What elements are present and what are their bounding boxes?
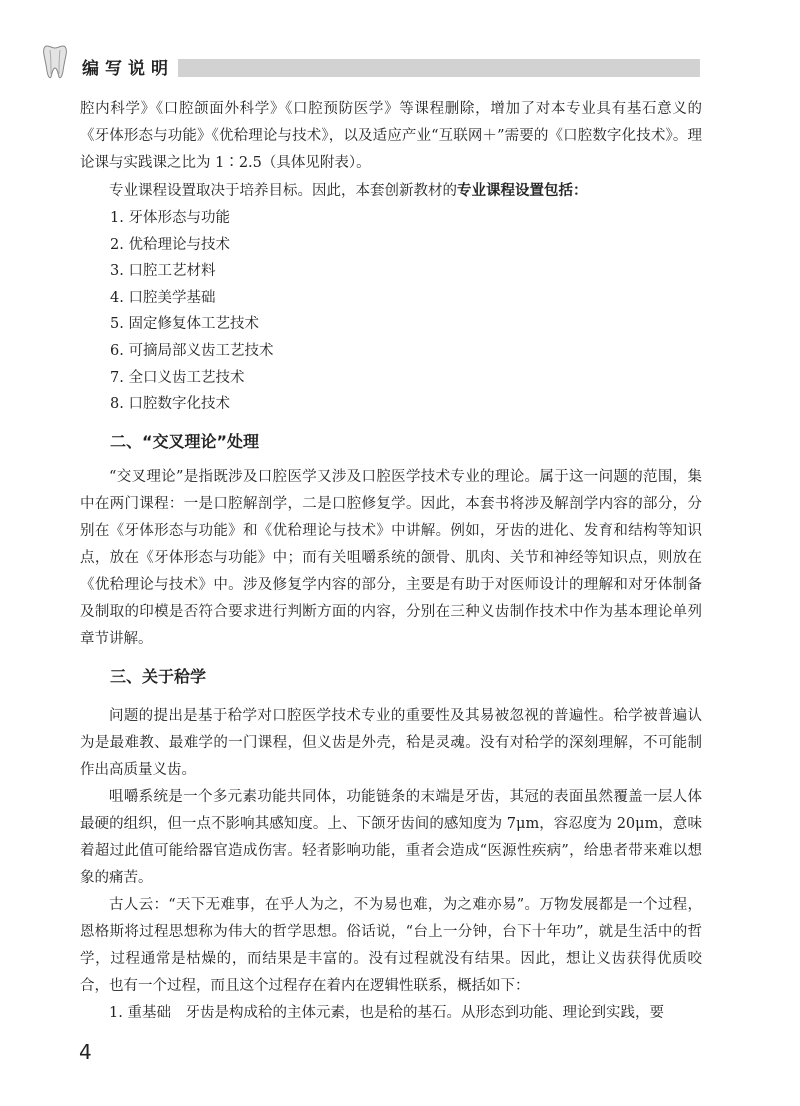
paragraph-course-intro [80,177,702,205]
page-number: 4 [79,1040,92,1064]
list-item: 5. 固定修复体工艺技术 [110,316,259,333]
list-item: 2. 优秴理论与技术 [110,236,230,253]
header-bar [178,59,700,77]
section-heading-cross-theory: 二、“交叉理论”处理 [110,431,260,451]
course-intro-text: 专业课程设置取决于培养目标。因此，本套创新教材的 [109,183,457,199]
list-item: 1. 牙体形态与功能 [110,210,230,226]
paragraph-cross-theory: “交叉理论”是指既涉及口腔医学又涉及口腔医学技术专业的理论。属于这一问题的范围，集中在两门课程：一是口腔解剖学，二是口腔修复学。因此，本套书将涉及解剖学内容的部分，分别在《牙体形态与功能》和《优秴理论与技术》中讲解。例如，牙齿的进化、发育和结构等知识点，放在《牙体形态与功能》中；而有关咀嚼系统的颌骨、肌肉、关节和神经等知识点，则放在《优秴理论与技术》中。涉及修复学内容的部分，主要是有助于对医师设计的理解和对牙体制备及制取的印模是否符合要求进行判断方面的内容，分别在三种义齿制作技术中作为基本理论单列章节讲解。 [80,468,702,647]
paragraph-foundation: 1. 重基础 牙齿是构成秴的主体元素，也是秴的基石。从形态到功能、理论到实践，要 [109,1004,664,1021]
list-item: 4. 口腔美学基础 [110,289,216,306]
course-intro-bold: 专业课程设置包括： [457,182,588,199]
section-heading-occlusion: 三、关于秴学 [110,666,207,686]
paragraph-masticatory-system: 咀嚼系统是一个多元素功能共同体，功能链条的末端是牙齿，其冠的表面虽然覆盖一层人体最硬的组织，但一点不影响其感知度。上、下颌牙齿间的感知度为 7μm，容忍度为 20μm，意味着超过此值可能给器官造成伤害。轻者影响功能，重者会造成“医源性疾病”，给患者带来难以想象的痛苦。 [80,788,702,886]
paragraph-continuation: 腔内科学》《口腔颌面外科学》《口腔预防医学》等课程删除，增加了对本专业具有基石意义的《牙体形态与功能》《优秴理论与技术》，以及适应产业“互联网＋”需要的《口腔数字化技术》。理论课与实践课之比为 1∶2.5（具体见附表）。 [80,101,702,171]
list-item: 7. 全口义齿工艺技术 [110,369,245,386]
paragraph-process-philosophy: 古人云：“天下无难事，在乎人为之，不为易也难，为之难亦易”。万物发展都是一个过程，恩格斯将过程思想称为伟大的哲学思想。俗话说，“台上一分钟，台下十年功”，就是生活中的哲学，过程通常是枯燥的，而结果是丰富的。没有过程就没有结果。因此，想让义齿获得优质咬合，也有一个过程，而且这个过程存在着内在逻辑性联系，概括如下： [80,896,702,994]
running-header [42,44,700,84]
list-item: 3. 口腔工艺材料 [110,263,216,280]
paragraph-occlusion-importance: 问题的提出是基于秴学对口腔医学技术专业的重要性及其易被忽视的普遍性。秴学被普遍认为是最难教、最难学的一门课程，但义齿是外壳，秴是灵魂。没有对秴学的深刻理解，不可能制作出高质量义齿。 [80,707,702,778]
list-item: 8. 口腔数字化技术 [110,396,230,413]
page-body [80,96,702,1027]
tooth-icon [42,44,68,80]
list-item: 6. 可摘局部义齿工艺技术 [110,342,274,359]
header-title: 编写说明 [82,59,174,79]
